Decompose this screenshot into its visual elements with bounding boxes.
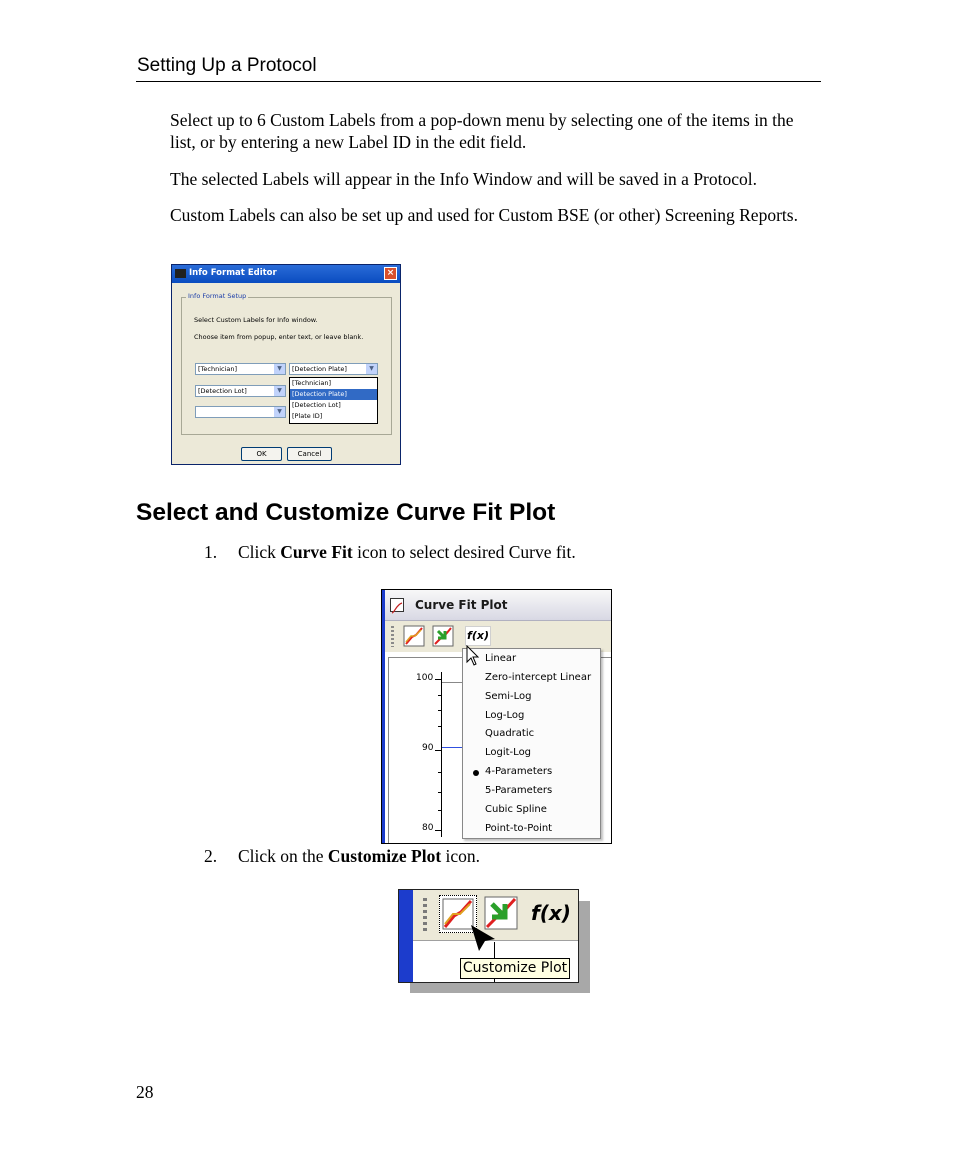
custom-label-combo-2[interactable] — [289, 363, 378, 375]
info-format-editor-dialog — [171, 264, 401, 465]
group-legend: Info Format Setup — [188, 292, 247, 300]
close-icon[interactable]: × — [384, 267, 397, 280]
dropdown-item[interactable]: [Plate ID] — [292, 412, 323, 420]
toolbar-grip[interactable] — [391, 626, 394, 647]
window-left-border — [399, 890, 413, 982]
y-tick — [438, 792, 442, 793]
y-tick — [438, 772, 442, 773]
step-text-bold: Customize Plot — [327, 846, 442, 866]
y-tick — [438, 810, 442, 811]
header-title: Setting Up a Protocol — [137, 55, 317, 76]
chevron-down-icon[interactable]: ▼ — [274, 407, 285, 417]
y-axis — [441, 672, 442, 837]
paragraph-bse-reports: Custom Labels can also be set up and used for Custom BSE (or other) Screening Reports. — [170, 205, 798, 225]
window-header — [385, 590, 611, 621]
curve-fit-plot-window — [381, 589, 612, 844]
y-tick — [438, 726, 442, 727]
fit-option-4-parameters[interactable]: 4-Parameters — [485, 766, 553, 777]
mouse-pointer-icon — [466, 645, 480, 667]
page-number: 28 — [136, 1082, 154, 1102]
y-tick — [438, 695, 442, 696]
curve-fit-menu — [462, 648, 601, 839]
y-tick — [435, 679, 442, 680]
fit-option-cubic-spline[interactable]: Cubic Spline — [485, 804, 547, 815]
step-number: 1. — [204, 542, 218, 562]
combo-value: [Detection Lot] — [198, 387, 247, 395]
instruction-text-1: Select Custom Labels for Info window. — [194, 316, 318, 324]
window-title: Curve Fit Plot — [415, 598, 508, 612]
instruction-text-2: Choose item from popup, enter text, or leave blank. — [194, 333, 364, 341]
step-text-pre: Click on the — [238, 846, 328, 866]
combo-value: [Detection Plate] — [292, 365, 347, 373]
step-text-post: icon. — [441, 846, 481, 866]
custom-label-combo-1[interactable] — [195, 363, 286, 375]
paragraph-info-window: The selected Labels will appear in the Info Window and will be saved in a Protocol. — [170, 169, 757, 189]
fit-option-logit-log[interactable]: Logit-Log — [485, 747, 532, 758]
fit-option-linear[interactable]: Linear — [485, 653, 517, 664]
customize-plot-tooltip: Customize Plot — [460, 958, 570, 979]
section-title: Select and Customize Curve Fit Plot — [136, 499, 556, 526]
dialog-title: Info Format Editor — [189, 268, 277, 278]
fit-option-point-to-point[interactable]: Point-to-Point — [485, 823, 553, 834]
mouse-pointer-icon — [469, 923, 497, 953]
dropdown-item-selected[interactable]: [Detection Plate] — [290, 389, 377, 400]
y-tick-label: 100 — [416, 673, 434, 683]
step-text-post: icon to select desired Curve fit. — [352, 542, 576, 562]
y-tick — [438, 710, 442, 711]
fit-option-zero-intercept-linear[interactable]: Zero-intercept Linear — [485, 672, 592, 683]
ok-button[interactable]: OK — [241, 447, 282, 461]
customize-plot-icon[interactable] — [403, 625, 425, 647]
chevron-down-icon[interactable]: ▼ — [274, 364, 285, 374]
page-header — [136, 55, 821, 82]
y-tick-label: 90 — [422, 743, 434, 753]
y-tick-label: 80 — [422, 823, 434, 833]
fit-option-quadratic[interactable]: Quadratic — [485, 728, 535, 739]
paragraph-custom-labels: Select up to 6 Custom Labels from a pop-down menu by selecting one of the items in the list, or by entering a new Label ID in the edit field. — [170, 110, 794, 152]
series-line — [442, 747, 462, 748]
toolbar-grip[interactable] — [423, 898, 427, 932]
custom-label-combo-3[interactable] — [195, 385, 286, 397]
step-text-pre: Click — [238, 542, 281, 562]
combo-value: [Technician] — [198, 365, 238, 373]
y-tick — [435, 750, 442, 751]
y-tick — [435, 830, 442, 831]
step-text — [238, 541, 576, 563]
chevron-down-icon[interactable]: ▼ — [274, 386, 285, 396]
dropdown-item[interactable]: [Detection Lot] — [292, 401, 341, 409]
dropdown-item[interactable]: [Technician] — [292, 379, 332, 387]
label-dropdown-list — [289, 377, 378, 424]
step-text — [238, 845, 480, 867]
curve-fit-window-icon — [390, 598, 404, 612]
curve-fit-button[interactable]: f(x) — [531, 901, 571, 925]
curve-fit-button[interactable]: f(x) — [465, 626, 491, 646]
customize-plot-zoom — [398, 889, 579, 983]
step-number: 2. — [204, 846, 218, 866]
chevron-down-icon[interactable]: ▼ — [366, 364, 377, 374]
custom-label-combo-4[interactable] — [195, 406, 286, 418]
app-icon — [175, 269, 186, 278]
export-plot-icon[interactable] — [432, 625, 454, 647]
dialog-titlebar — [172, 265, 400, 283]
fit-option-log-log[interactable]: Log-Log — [485, 710, 525, 721]
fit-option-5-parameters[interactable]: 5-Parameters — [485, 785, 553, 796]
step-text-bold: Curve Fit — [280, 542, 353, 562]
cancel-button[interactable]: Cancel — [287, 447, 332, 461]
grid-line — [442, 682, 462, 683]
selected-bullet-icon — [473, 770, 479, 776]
fit-option-semi-log[interactable]: Semi-Log — [485, 691, 532, 702]
